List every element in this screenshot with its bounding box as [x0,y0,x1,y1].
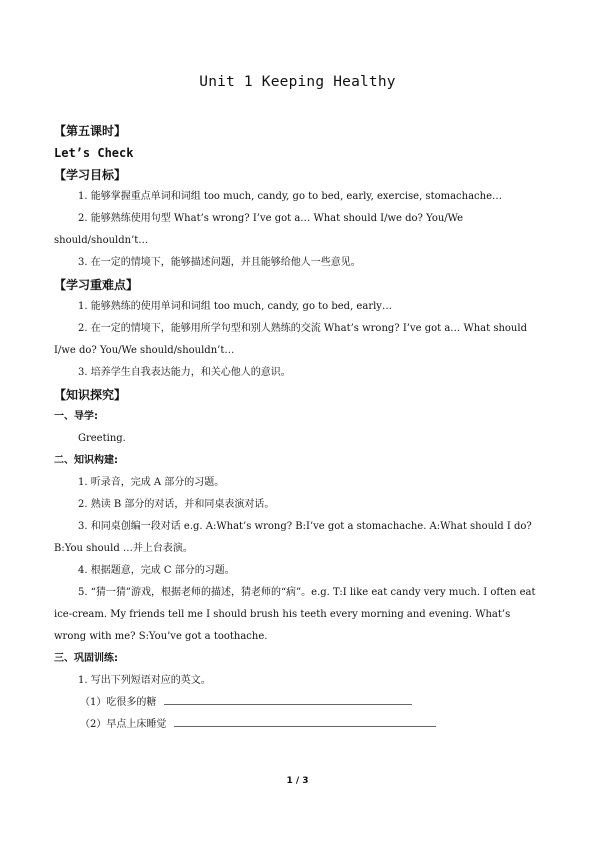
guide-heading: 一、导学: [54,411,98,422]
keypoints-heading: 【学习重难点】 [54,278,139,292]
practice-item-prompt: （2）早点上床睡觉 [80,719,167,730]
explore-heading: 【知识探究】 [54,388,127,402]
document-body [54,120,540,736]
practice-item [54,692,540,714]
build-item: 3. 和同桌创编一段对话 e.g. A:What’s wrong? B:I’ve got a stomachache. A:What should I do? B:You should …并上台表演。 [54,521,532,554]
build-item: 1. 听录音，完成 A 部分的习题。 [78,477,225,488]
build-heading: 二、知识构建: [54,455,118,466]
objective-item: 1. 能够掌握重点单词和词组 too much, candy, go to bed, early, exercise, stomachache… [78,191,503,202]
answer-blank[interactable] [164,694,412,705]
keypoint-item: 1. 能够熟练的使用单词和词组 too much, candy, go to bed, early… [78,301,392,312]
objectives-heading: 【学习目标】 [54,168,127,182]
practice-item-prompt: （1）吃很多的糖 [80,697,157,708]
objective-item: 3. 在一定的情境下，能够描述问题，并且能够给他人一些意见。 [78,257,361,268]
keypoint-item: 3. 培养学生自我表达能力，和关心他人的意识。 [78,367,291,378]
keypoint-item: 2. 在一定的情境下，能够用所学句型和别人熟练的交流 What’s wrong? I’ve got a… What should I/we do? You/We should/shouldn’t… [54,323,527,356]
lesson-subtitle: Let’s Check [54,146,134,160]
page-number: 1 / 3 [286,776,309,786]
objective-item: 2. 能够熟练使用句型 What’s wrong? I’ve got a… What should I/we do? You/We should/shouldn’t… [54,213,464,246]
build-item: 4. 根据题意，完成 C 部分的习题。 [78,565,235,576]
practice-item [54,714,540,736]
practice-intro: 1. 写出下列短语对应的英文。 [78,675,211,686]
build-item: 5. “猜一猜”游戏，根据老师的描述，猜老师的“病”。e.g. T:I like eat candy very much. I often eat ice-cream. My friends tell me I should brush his teeth every morning and evening. What’s wrong with me? S:You’ve got a toothache. [54,587,536,642]
answer-blank[interactable] [174,716,436,727]
guide-text: Greeting. [78,433,126,444]
build-item: 2. 熟读 B 部分的对话，并和同桌表演对话。 [78,499,275,510]
document-title: Unit 1 Keeping Healthy [199,74,396,90]
lesson-heading: 【第五课时】 [54,124,127,138]
practice-heading: 三、巩固训练: [54,653,118,664]
